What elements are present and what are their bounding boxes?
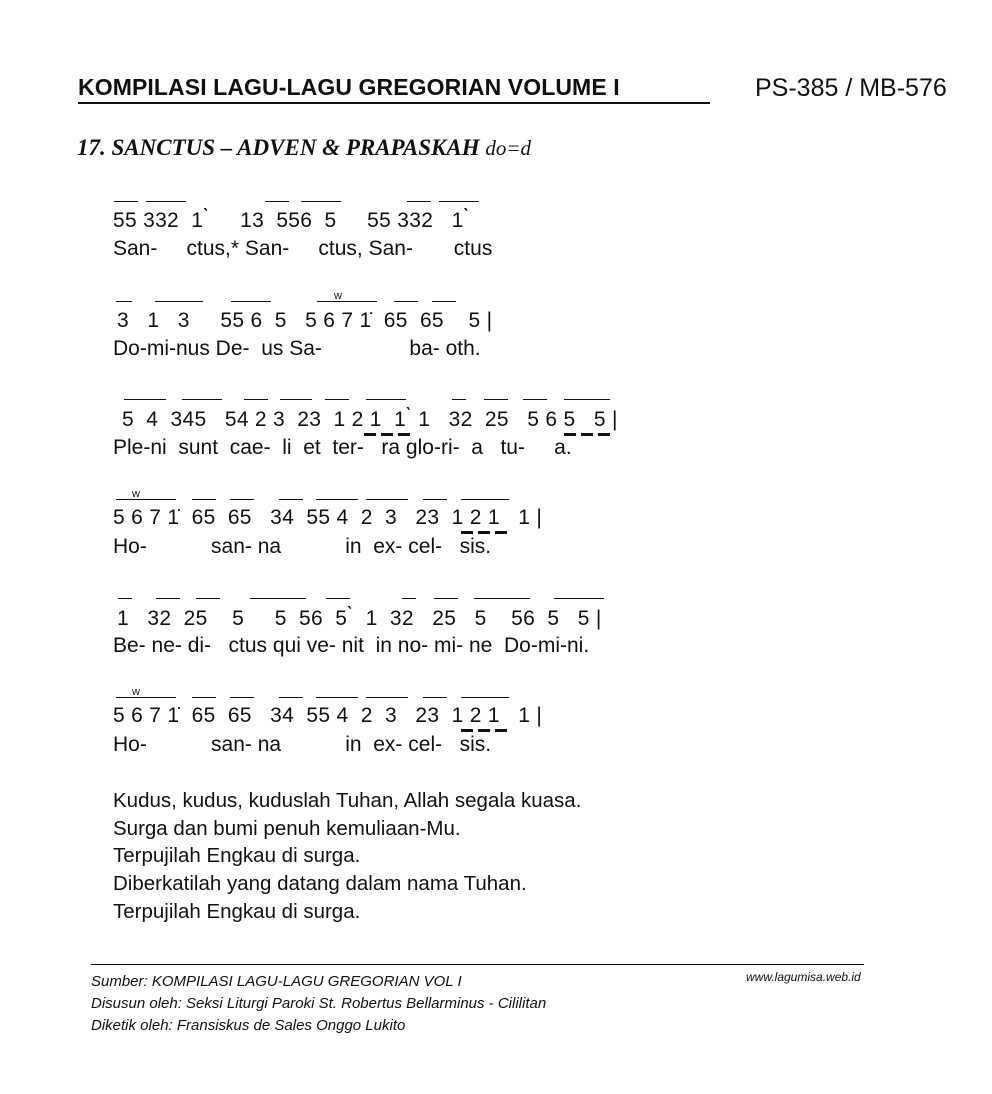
melisma-dash: [461, 531, 473, 534]
slur-bar: [280, 399, 312, 400]
slur-bar: [366, 499, 408, 500]
slur-bar: [124, 399, 166, 400]
slur-bar: [192, 499, 216, 500]
slur-bar: [474, 598, 530, 599]
lyric-line: Ple-ni sunt cae- li et ter- ra glo-ri- a tu- a.: [113, 436, 572, 459]
footer-source: Sumber: KOMPILASI LAGU-LAGU GREGORIAN VOL I: [91, 973, 462, 990]
slur-bar: [452, 399, 466, 400]
slur-bar: [156, 598, 180, 599]
slur-bar: [366, 399, 406, 400]
slur-bar: [366, 697, 408, 698]
melisma-dash: [495, 531, 507, 534]
slur-bar: [326, 598, 350, 599]
melisma-dash: [478, 729, 490, 732]
slur-bar: [461, 499, 509, 500]
slur-bar: [279, 697, 303, 698]
lyric-line: San- ctus,* San- ctus, San- ctus: [113, 237, 493, 260]
melisma-dash: [478, 531, 490, 534]
translation-line: Surga dan bumi penuh kemuliaan-Mu.: [113, 817, 461, 840]
footer-divider: [91, 964, 864, 965]
slur-bar: [423, 499, 447, 500]
footer-compiled-by: Disusun oleh: Seksi Liturgi Paroki St. Robertus Bellarminus - Cililitan: [91, 995, 547, 1012]
slur-bar: [434, 598, 458, 599]
slur-bar: [244, 399, 268, 400]
notation-line: 5 4 345 54 2 3 23 1 2 1 1 ̀ 1 32 25 5 6 5 5 |: [122, 408, 618, 431]
translation-line: Terpujilah Engkau di surga.: [113, 900, 361, 923]
title-underline: [78, 102, 710, 104]
notation-line: 5 6 7 1̇ 65 65 34 55 4 2 3 23 1 2 1 1 |: [113, 704, 543, 727]
slur-bar: [116, 301, 132, 302]
slur-bar: [230, 697, 254, 698]
notation-line: 1 32 25 5 5 56 5 ̀ 1 32 25 5 56 5 5 |: [117, 607, 602, 630]
notation-line: 3 1 3 55 6 5 5 6 7 1̇ 65 65 5 |: [117, 309, 493, 332]
slur-bar: [118, 598, 132, 599]
slur-bar: [230, 499, 254, 500]
song-code: PS-385 / MB-576: [755, 74, 947, 102]
slur-bar: [114, 201, 138, 202]
melisma-dash: [495, 729, 507, 732]
slur-bar: [325, 399, 349, 400]
lyric-line: Be- ne- di- ctus qui ve- nit in no- mi- ne Do-mi-ni.: [113, 634, 590, 657]
song-title-line: [77, 135, 531, 161]
slur-bar: [407, 201, 431, 202]
translation-line: Diberkatilah yang datang dalam nama Tuhan.: [113, 872, 527, 895]
notation-line: 5 6 7 1̇ 65 65 34 55 4 2 3 23 1 2 1 1 |: [113, 506, 543, 529]
slur-bar: [182, 399, 222, 400]
slur-bar: [301, 201, 341, 202]
slur-bar: [265, 201, 289, 202]
footer-website-link[interactable]: www.lagumisa.web.id: [746, 970, 861, 984]
slur-bar: [116, 697, 176, 698]
slur-bar: [231, 301, 271, 302]
song-key: do=d: [485, 136, 532, 160]
slur-bar: [423, 697, 447, 698]
ornament-mark: w: [132, 686, 140, 698]
slur-bar: [250, 598, 306, 599]
ornament-mark: w: [334, 290, 342, 302]
song-title: SANCTUS – ADVEN & PRAPASKAH: [111, 135, 480, 160]
slur-bar: [192, 697, 216, 698]
slur-bar: [155, 301, 203, 302]
slur-bar: [402, 598, 416, 599]
footer-typed-by: Diketik oleh: Fransiskus de Sales Onggo Lukito: [91, 1017, 406, 1034]
slur-bar: [523, 399, 547, 400]
notation-line: 55 332 1 ̀ 13 556 5 55 332 1 ̀: [113, 209, 470, 232]
translation-line: Kudus, kudus, kuduslah Tuhan, Allah segala kuasa.: [113, 789, 582, 812]
melisma-dash: [598, 433, 610, 436]
lyric-line: Ho- san- na in ex- cel- sis.: [113, 535, 492, 558]
slur-bar: [317, 301, 377, 302]
slur-bar: [554, 598, 604, 599]
document-title: KOMPILASI LAGU-LAGU GREGORIAN VOLUME I: [78, 74, 620, 100]
slur-bar: [316, 697, 358, 698]
slur-bar: [432, 301, 456, 302]
slur-bar: [116, 499, 176, 500]
lyric-line: Do-mi-nus De- us Sa- ba- oth.: [113, 337, 481, 360]
slur-bar: [316, 499, 358, 500]
ornament-mark: w: [132, 488, 140, 500]
melisma-dash: [581, 433, 593, 436]
slur-bar: [439, 201, 479, 202]
lyric-line: Ho- san- na in ex- cel- sis.: [113, 733, 492, 756]
slur-bar: [461, 697, 509, 698]
translation-line: Terpujilah Engkau di surga.: [113, 844, 361, 867]
slur-bar: [394, 301, 418, 302]
slur-bar: [196, 598, 220, 599]
song-number: 17.: [77, 135, 106, 160]
slur-bar: [484, 399, 508, 400]
melisma-dash: [461, 729, 473, 732]
slur-bar: [146, 201, 186, 202]
slur-bar: [564, 399, 610, 400]
slur-bar: [279, 499, 303, 500]
